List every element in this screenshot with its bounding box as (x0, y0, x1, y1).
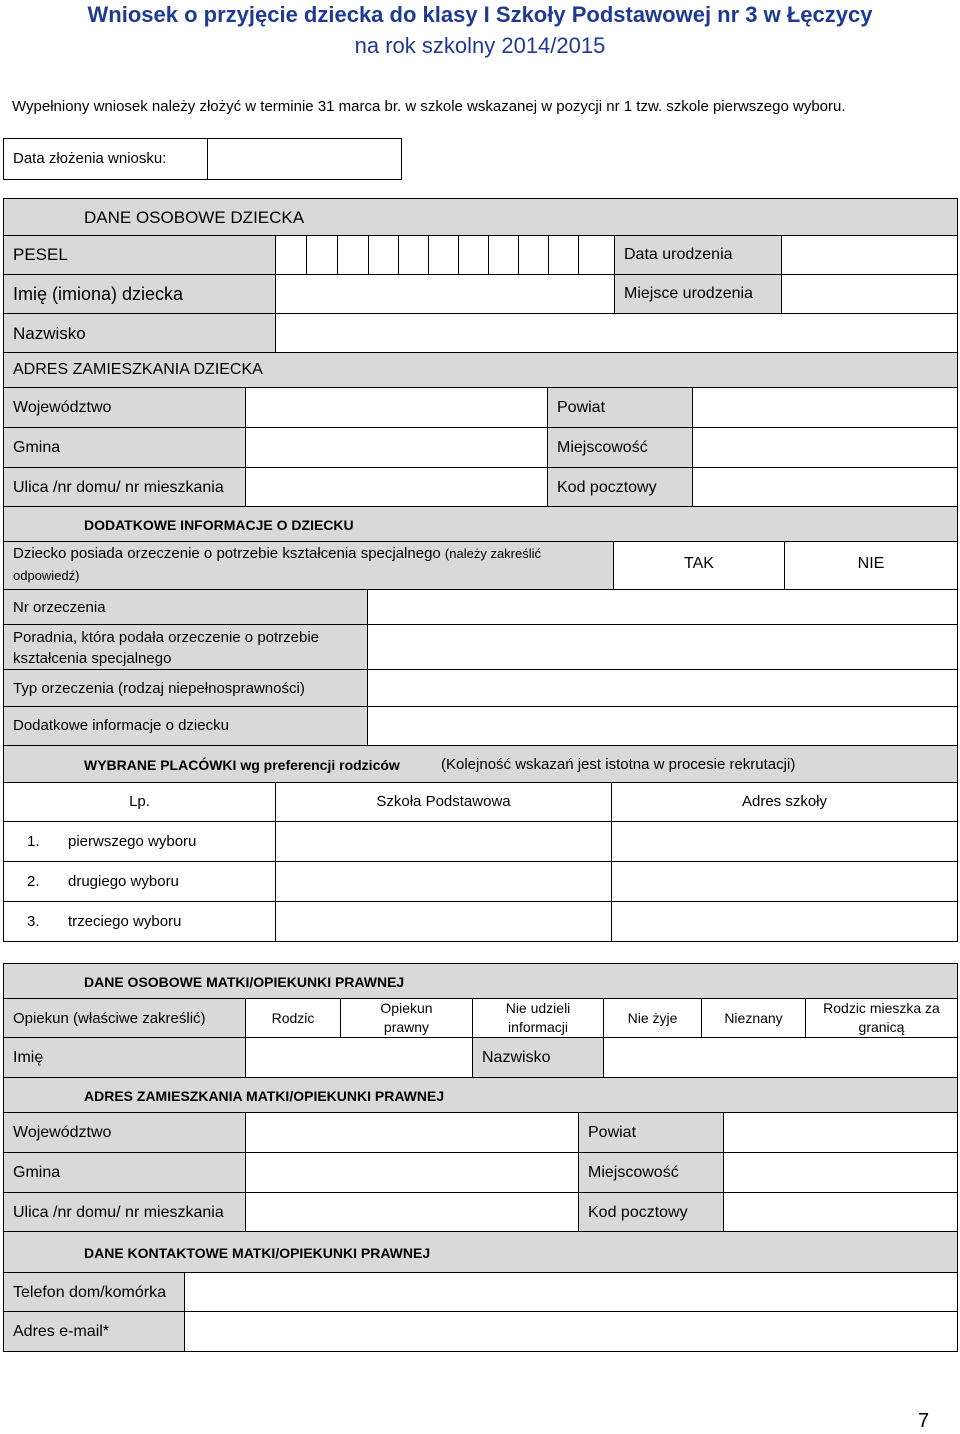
opt-unknown[interactable] (701, 998, 806, 1038)
postal-label: Kod pocztowy (557, 479, 657, 496)
mother-section (3, 963, 958, 1078)
col-address-label: Adres szkoły (741, 793, 828, 810)
school-row-2-label (3, 861, 276, 902)
school-row-2-address-input[interactable] (611, 861, 958, 902)
decision-no-label: Nr orzeczenia (13, 599, 106, 616)
school-row-1-address-input[interactable] (611, 821, 958, 862)
special-needs-note-2: odpowiedź) (13, 568, 80, 583)
mother-heading-bar (3, 963, 958, 999)
opt-legal-guardian[interactable] (340, 998, 473, 1038)
m-postal-input[interactable] (723, 1192, 958, 1232)
m-commune-input[interactable] (245, 1152, 579, 1193)
opt-noinfo-label-2: informacji (508, 1019, 568, 1035)
street-input[interactable] (245, 467, 548, 508)
pesel-digit-box[interactable] (548, 235, 579, 275)
opt-abroad-label-2: granicą (858, 1019, 905, 1035)
pesel-digit-box[interactable] (578, 235, 615, 275)
m-voivodeship-input[interactable] (245, 1112, 579, 1153)
clinic-label-2: kształcenia specjalnego (13, 650, 172, 667)
date-input[interactable] (207, 138, 402, 180)
commune-label-cell (3, 427, 246, 468)
pesel-digit-box[interactable] (337, 235, 369, 275)
street-label: Ulica /nr domu/ nr mieszkania (13, 479, 224, 496)
additional-info-label: Dodatkowe informacje o dziecku (13, 717, 229, 734)
phone-input[interactable] (184, 1272, 958, 1312)
opt-legal-label-1: Opiekun (380, 1000, 433, 1016)
mother-first-name-input[interactable] (245, 1037, 473, 1078)
yes-label: TAK (684, 555, 714, 572)
commune-label: Gmina (13, 439, 61, 456)
commune-input[interactable] (245, 427, 548, 468)
county-input[interactable] (692, 387, 958, 428)
child-address-heading-bar (3, 352, 958, 388)
birth-date-input[interactable] (781, 235, 958, 275)
email-input[interactable] (184, 1311, 958, 1352)
birth-place-input[interactable] (781, 274, 958, 314)
m-street-input[interactable] (245, 1192, 579, 1232)
m-street-label: Ulica /nr domu/ nr mieszkania (13, 1204, 224, 1221)
schools-heading-bar (3, 745, 958, 783)
school-row-num: 2. (27, 873, 40, 890)
pesel-digit-box[interactable] (488, 235, 519, 275)
mother-address-heading-bar (3, 1077, 958, 1113)
voivodeship-input[interactable] (245, 387, 548, 428)
opt-parent-label: Rodzic (271, 1010, 315, 1026)
date-label-cell (3, 138, 208, 180)
phone-label-cell (3, 1272, 185, 1312)
mother-heading: DANE OSOBOWE MATKI/OPIEKUNKI PRAWNEJ (84, 974, 405, 990)
clinic-label-cell (3, 624, 368, 670)
school-row-label: trzeciego wyboru (68, 913, 182, 930)
extra-heading-bar (3, 506, 958, 542)
schools-note: (Kolejność wskazań jest istotna w procesie rekrutacji) (441, 756, 796, 773)
guardian-label: Opiekun (właściwe zakreślić) (13, 1010, 206, 1027)
school-row-1-school-input[interactable] (275, 821, 612, 862)
col-lp-header (3, 782, 276, 822)
postal-label-cell (547, 467, 693, 508)
schools-section (3, 745, 958, 942)
email-label: Adres e-mail* (13, 1323, 110, 1340)
opt-legal-label-2: prawny (383, 1019, 430, 1035)
child-heading: DANE OSOBOWE DZIECKA (84, 208, 305, 227)
opt-no-info[interactable] (472, 998, 604, 1038)
decision-type-label-cell (3, 669, 368, 707)
decision-no-label-cell (3, 589, 368, 625)
school-row-3-label (3, 901, 276, 942)
yes-option[interactable] (613, 541, 785, 590)
mother-surname-label: Nazwisko (482, 1049, 551, 1066)
col-address-header (611, 782, 958, 822)
clinic-input[interactable] (367, 624, 958, 670)
child-heading-bar (3, 198, 958, 236)
town-label: Miejscowość (557, 439, 648, 456)
pesel-label: PESEL (13, 245, 68, 264)
street-label-cell (3, 467, 246, 508)
pesel-digit-box[interactable] (458, 235, 489, 275)
first-name-label-cell (3, 274, 276, 314)
opt-noinfo-label-1: Nie udzieli (505, 1000, 571, 1016)
pesel-digit-box[interactable] (398, 235, 429, 275)
col-lp-label: Lp. (129, 793, 150, 810)
town-input[interactable] (692, 427, 958, 468)
m-county-input[interactable] (723, 1112, 958, 1153)
decision-no-input[interactable] (367, 589, 958, 625)
pesel-digit-box[interactable] (275, 235, 307, 275)
date-label: Data złożenia wniosku: (13, 150, 167, 167)
m-postal-label: Kod pocztowy (588, 1204, 688, 1221)
opt-abroad[interactable] (805, 998, 958, 1038)
mother-contact-heading: DANE KONTAKTOWE MATKI/OPIEKUNKI PRAWNEJ (84, 1245, 431, 1261)
mother-first-name-label-cell (3, 1037, 246, 1078)
opt-abroad-label-1: Rodzic mieszka za (823, 1000, 940, 1016)
mother-contact-heading-bar (3, 1231, 958, 1273)
m-county-label-cell (578, 1112, 724, 1153)
page-subtitle: na rok szkolny 2014/2015 (354, 33, 606, 58)
surname-input[interactable] (275, 313, 958, 353)
mother-address-section (3, 1077, 958, 1232)
m-town-input[interactable] (723, 1152, 958, 1193)
col-school-header (275, 782, 612, 822)
no-label: NIE (857, 555, 885, 572)
extra-heading: DODATKOWE INFORMACJE O DZIECKU (84, 517, 354, 533)
m-voivodeship-label-cell (3, 1112, 246, 1153)
special-needs-note: (należy zakreślić (444, 546, 542, 561)
extra-info-section (3, 506, 958, 746)
email-label-cell (3, 1311, 185, 1352)
additional-info-input[interactable] (367, 706, 958, 746)
birth-place-label: Miejsce urodzenia (624, 285, 753, 302)
pesel-digit-box[interactable] (306, 235, 338, 275)
opt-unknown-label: Nieznany (724, 1010, 783, 1026)
child-section (3, 198, 958, 355)
pesel-digit-box[interactable] (368, 235, 399, 275)
postal-input[interactable] (692, 467, 958, 508)
pesel-digit-box[interactable] (518, 235, 549, 275)
page-title: Wniosek o przyjęcie dziecka do klasy I Szkoły Podstawowej nr 3 w Łęczycy (87, 2, 873, 27)
m-town-label: Miejscowość (588, 1164, 679, 1181)
child-address-heading: ADRES ZAMIESZKANIA DZIECKA (13, 361, 263, 378)
school-row-3-school-input[interactable] (275, 901, 612, 942)
birth-place-label-cell (614, 274, 782, 314)
opt-deceased[interactable] (603, 998, 702, 1038)
pesel-digit-box[interactable] (428, 235, 459, 275)
opt-parent[interactable] (245, 998, 341, 1038)
town-label-cell (547, 427, 693, 468)
school-row-num: 3. (27, 913, 40, 930)
opt-dead-label: Nie żyje (627, 1010, 678, 1026)
mother-surname-label-cell (472, 1037, 604, 1078)
surname-label: Nazwisko (13, 324, 86, 343)
school-row-label: pierwszego wyboru (68, 833, 197, 850)
pesel-label-cell (3, 235, 276, 275)
special-needs-label-cell (3, 541, 614, 590)
school-row-num: 1. (27, 833, 40, 850)
special-needs-label (13, 545, 541, 562)
page-number: 7 (918, 1410, 930, 1432)
mother-first-name-label: Imię (13, 1049, 44, 1066)
m-postal-label-cell (578, 1192, 724, 1232)
school-row-1-label (3, 821, 276, 862)
m-street-label-cell (3, 1192, 246, 1232)
county-label: Powiat (557, 399, 606, 416)
first-name-input[interactable] (275, 274, 615, 314)
m-commune-label-cell (3, 1152, 246, 1193)
additional-info-label-cell (3, 706, 368, 746)
first-name-label: Imię (imiona) dziecka (13, 284, 184, 304)
no-option[interactable] (784, 541, 958, 590)
decision-type-label: Typ orzeczenia (rodzaj niepełnosprawności) (13, 680, 305, 697)
mother-address-heading: ADRES ZAMIESZKANIA MATKI/OPIEKUNKI PRAWNEJ (84, 1088, 445, 1104)
m-commune-label: Gmina (13, 1164, 61, 1181)
col-school-label: Szkoła Podstawowa (376, 793, 511, 810)
schools-heading: WYBRANE PLACÓWKI wg preferencji rodziców (84, 757, 400, 773)
birth-date-label: Data urodzenia (624, 246, 733, 263)
m-town-label-cell (578, 1152, 724, 1193)
county-label-cell (547, 387, 693, 428)
mother-contact-section (3, 1231, 958, 1352)
decision-type-input[interactable] (367, 669, 958, 707)
surname-label-cell (3, 313, 276, 353)
clinic-label-1: Poradnia, która podała orzeczenie o potrzebie (13, 629, 320, 646)
special-needs-text: Dziecko posiada orzeczenie o potrzebie kształcenia specjalnego (13, 545, 445, 562)
birth-date-label-cell (614, 235, 782, 275)
phone-label: Telefon dom/komórka (13, 1284, 166, 1301)
child-address-section (3, 352, 958, 508)
school-row-label: drugiego wyboru (68, 873, 179, 890)
school-row-2-school-input[interactable] (275, 861, 612, 902)
m-voivodeship-label: Województwo (13, 1124, 112, 1141)
voivodeship-label-cell (3, 387, 246, 428)
instruction-text: Wypełniony wniosek należy złożyć w terminie 31 marca br. w szkole wskazanej w pozycji nr 1 tzw. szkole pierwszego wyboru. (12, 98, 846, 115)
voivodeship-label: Województwo (13, 399, 112, 416)
school-row-3-address-input[interactable] (611, 901, 958, 942)
m-county-label: Powiat (588, 1124, 637, 1141)
mother-surname-input[interactable] (603, 1037, 958, 1078)
guardian-label-cell (3, 998, 246, 1038)
